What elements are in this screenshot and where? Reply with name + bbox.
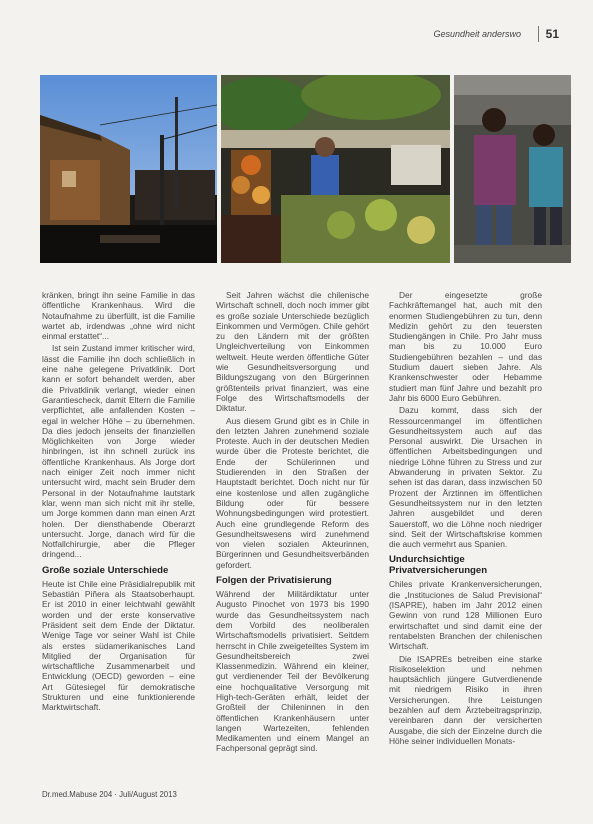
paragraph: Heute ist Chile eine Präsidialrepublik mit Sebastián Piñera als Staatsoberhaupt. Er ist 2010 in einer leichtwahl gewählt worden und der erste konservative Präsident seit dem Ende der Diktatur. Wenige Tage vor seiner Wahl ist Chile als erstes südamerikanisches Land Mitglied der Organisation für wirtschaftliche Zusammenarbeit und Entwicklung (OECD) geworden – eine Art Gütesiegel für demokratische Strukturen und eine funktionierende Marktwirtschaft. [42, 578, 195, 713]
page-number: 51 [545, 27, 559, 41]
subheading: Undurchsichtige Privatversicherungen [389, 554, 488, 577]
paragraph: Ist sein Zustand immer kritischer wird, lässt die Familie ihn doch schließlich in eine nahe gelegene Privatklinik. Dort kann er sofort behandelt werden, aber die Privatklinik verlangt, wieder einen Garantiescheck, damit Eltern die Familie verpflichtet, alle anfallenden Kosten – egal in welcher Höhe – zu übernehmen. Da dies jedoch jenseits der finanziellen Möglichkeiten von Jorge wieder hinbringen, ist ihn schnell zurück ins öffentliche Krankenhaus. Als Jorge dort nach einiger Zeit noch immer nicht untersucht wird, macht sein Bruder dem Personal in der Notaufnahme lautstark klar, wenn man sich nicht mit ihr stelle, um Jorge kommen dann man einen Arzt holen. Der diensthabende Oberarzt untersucht. Jorge, danach wird für die Notfallchirurgie, aber die Pfleger dringend... [42, 343, 195, 560]
paragraph: Aus diesem Grund gibt es in Chile in den letzten Jahren zunehmend soziale Proteste. Auch in der deutschen Medien wurde über die Proteste berichtet, die Ende der Schülerinnen und Studierenden in den Straßen der Hauptstadt berichtet. Doch nicht nur für eine kostenlose und allen zugängliche Bildung oder für bessere Wohnungsbedingungen wird protestiert. Auch eine grundlegende Reform des Gesundheitswesens wird zunehmend von vielen sozialen Akteurinnen, Bürgerinnen und Gesundheitsverbänden gefordert. [216, 415, 369, 570]
paragraph: Dazu kommt, dass sich der Ressourcenmangel im öffentlichen Gesundheitssystem auch auf das Personal auswirkt. Die Ursachen in öffentlichen Arbeitsbedingungen und niedrige Löhne führen zu Stress und zur Abwanderung in privaten Sektor. Zu sehen ist das daran, dass inzwischen 50 Prozent der Ärztinnen im öffentlichen Gesundheitssystem nur in den letzten Jahren ausgebildet und deren Sauerstoff, wo die Löhne noch niedriger sind. Seit der Wirtschaftskrise kommen die auch vermehrt aus Spanien. [389, 405, 542, 550]
text-column-3 [389, 290, 542, 748]
photo-street-scene [40, 75, 217, 263]
header-divider [538, 26, 539, 42]
page-footer: Dr.med.Mabuse 204 · Juli/August 2013 [42, 790, 177, 799]
paragraph: Der eingesetzte große Fachkräftemangel hat, auch mit den enormen Studiengebühren zu tun, denn Medizin gehört zu den teuersten Studiengängen in Chile. Pro Jahr muss man bis zu 10.000 Euro Studiengebühren bezahlen – und das Studium dauert sieben Jahre. Als Krankenschwester oder Hebamme studiert man fünf Jahre und bezahlt pro Jahr bis 6000 Euro Gebühren. [389, 290, 542, 403]
photo-market-stall [221, 75, 450, 263]
photo-strip [40, 75, 571, 263]
paragraph: Während der Militärdiktatur unter Augusto Pinochet von 1973 bis 1990 wurde das Gesundheitssystem nach dem Vorbild des neoliberalen Wirtschaftsmodells privatisiert. Seitdem herrscht in Chile zweigeteiltes System im Gesundheitsbereich zwei Klassenmedizin. Während ein kleiner, gut verdienender Teil der Bevölkerung eine hochqualitative Versorgung mit High-tech-Geräten erhält, leidet der Großteil der Chileninnen in den öffentlichen Krankenhäusern unter langen Wartezeiten, fehlenden Medikamenten und einem Mangel an Fachpersonal geprägt sind. [216, 589, 369, 754]
text-column-1 [42, 290, 195, 715]
subheading: Folgen der Privatisierung [216, 575, 332, 587]
photo-people [454, 75, 571, 263]
paragraph: Seit Jahren wächst die chilenische Wirtschaft schnell, doch noch immer gibt es große soziale Unterschiede bezüglich Einkommen und Vermögen. Chile gehört zu den Ländern mit der größten Ungleichverteilung von Einkommen weltweit. Heute werden öffentliche Güter wie Gesundheitsversorgung und Bildungszugang von den Bürgerinnen größtenteils privat finanziert, was eine Folge des Wirtschaftsmodells der Diktatur. [216, 290, 369, 414]
paragraph: kränken, bringt ihn seine Familie in das öffentliche Krankenhaus. Wird die Notaufnahme zu überfüllt, ist die Familie wartet ab, irdendwas „ohne wird nicht einmal erstattet“... [42, 290, 195, 342]
section-title: Gesundheit anderswo [433, 29, 521, 39]
text-column-2 [216, 290, 369, 756]
subheading: Große soziale Unterschiede [42, 564, 169, 576]
paragraph: Chiles private Krankenversicherungen, die „Instituciones de Salud Previsional“ (ISAPRE), haben im Jahr 2012 einen Gewinn von rund 128 Millionen Euro erwirtschaftet und sind damit eine der rentabelsten Branchen der chilenischen Wirtschaft. [389, 579, 542, 652]
paragraph: Die ISAPREs betreiben eine starke Risikoselektion und nehmen hauptsächlich jüngere Gutverdienende mit niedrigem Risiko in ihren Versicherungen. Ihre Leistungen bezahlen auf dem Ärztebeitragsprinzip, vereinbaren dann der versicherten Ausgabe, die sich der Einzelne durch die Höhe seiner individuellen Monats- [389, 653, 542, 746]
page-header [40, 28, 563, 44]
